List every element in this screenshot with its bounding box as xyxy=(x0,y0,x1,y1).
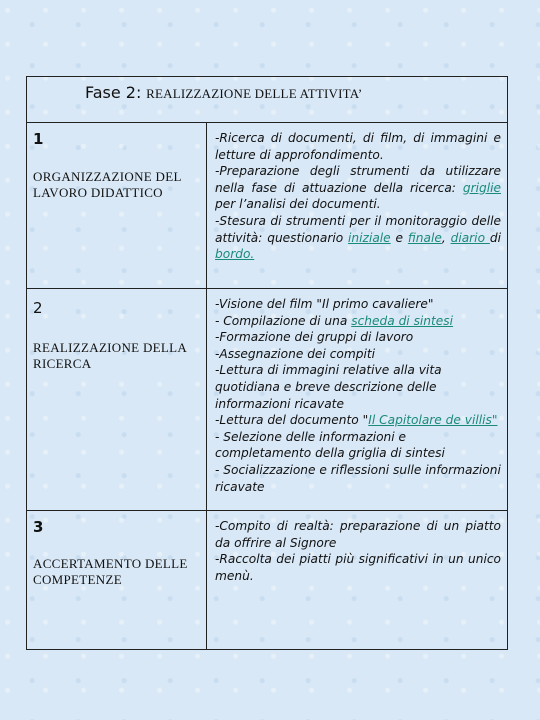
activities-cell xyxy=(215,296,501,495)
activity-line: - Socializzazione e riflessioni sulle informazioni ricavate xyxy=(215,462,501,494)
activity-line: - Compilazione di una scheda di sintesi xyxy=(215,313,454,328)
diario-link[interactable]: diario xyxy=(450,230,490,245)
activities-cell xyxy=(215,518,501,584)
table-title-row xyxy=(27,77,507,123)
table-row xyxy=(27,122,507,289)
activity-line: - Selezione delle informazioni e completamento della griglia di sintesi xyxy=(215,429,445,461)
scheda-di-sintesi-link[interactable]: scheda di sintesi xyxy=(351,313,454,328)
activity-line: -Raccolta dei piatti più significativi in un unico menù. xyxy=(215,552,501,583)
phase-cell xyxy=(27,288,207,510)
activity-line: -Lettura del documento "Il Capitolare de villis" xyxy=(215,413,498,428)
activity-line: -Assegnazione dei compiti xyxy=(215,346,376,361)
activity-line: -Ricerca di documenti, di film, di immagini e letture di approfondimento. xyxy=(215,131,501,162)
phase-label: ORGANIZZAZIONE DEL LAVORO DIDATTICO xyxy=(33,169,182,200)
phase-label: ACCERTAMENTO DELLE COMPETENZE xyxy=(33,556,188,587)
table-row xyxy=(27,288,507,511)
title-text: REALIZZAZIONE DELLE ATTIVITA’ xyxy=(146,86,363,101)
activity-line: -Formazione dei gruppi di lavoro xyxy=(215,330,414,345)
activity-table xyxy=(26,76,508,650)
table-row xyxy=(27,510,507,649)
bordo-link[interactable]: bordo. xyxy=(215,247,255,262)
phase-label: REALIZZAZIONE DELLA RICERCA xyxy=(33,340,187,371)
activities-cell xyxy=(215,130,501,263)
activity-line: -Stesura di strumenti per il monitoraggio delle attività: questionario iniziale e finale, diario di bordo. xyxy=(215,213,501,262)
table-title xyxy=(85,83,362,103)
activity-line: -Lettura di immagini relative alla vita quotidiana e breve descrizione delle informazioni ricavate xyxy=(215,363,442,411)
activity-line: -Visione del film "Il primo cavaliere" xyxy=(215,297,434,311)
activity-line: -Compito di realtà: preparazione di un piatto da offrire al Signore xyxy=(215,519,501,550)
phase-cell xyxy=(27,510,207,649)
griglie-link[interactable]: griglie xyxy=(462,180,501,195)
iniziale-link[interactable]: iniziale xyxy=(348,230,391,245)
phase-number: 2 xyxy=(33,299,43,317)
activity-line: -Preparazione degli strumenti da utilizzare nella fase di attuazione della ricerca: griglie per l’analisi dei documenti. xyxy=(215,164,501,212)
capitolare-link[interactable]: Il Capitolare de villis" xyxy=(368,413,498,428)
finale-link[interactable]: finale xyxy=(407,230,442,245)
phase-number: 1 xyxy=(33,130,44,148)
title-phase: Fase 2: xyxy=(85,83,142,102)
phase-cell xyxy=(27,122,207,288)
phase-number: 3 xyxy=(33,518,44,536)
